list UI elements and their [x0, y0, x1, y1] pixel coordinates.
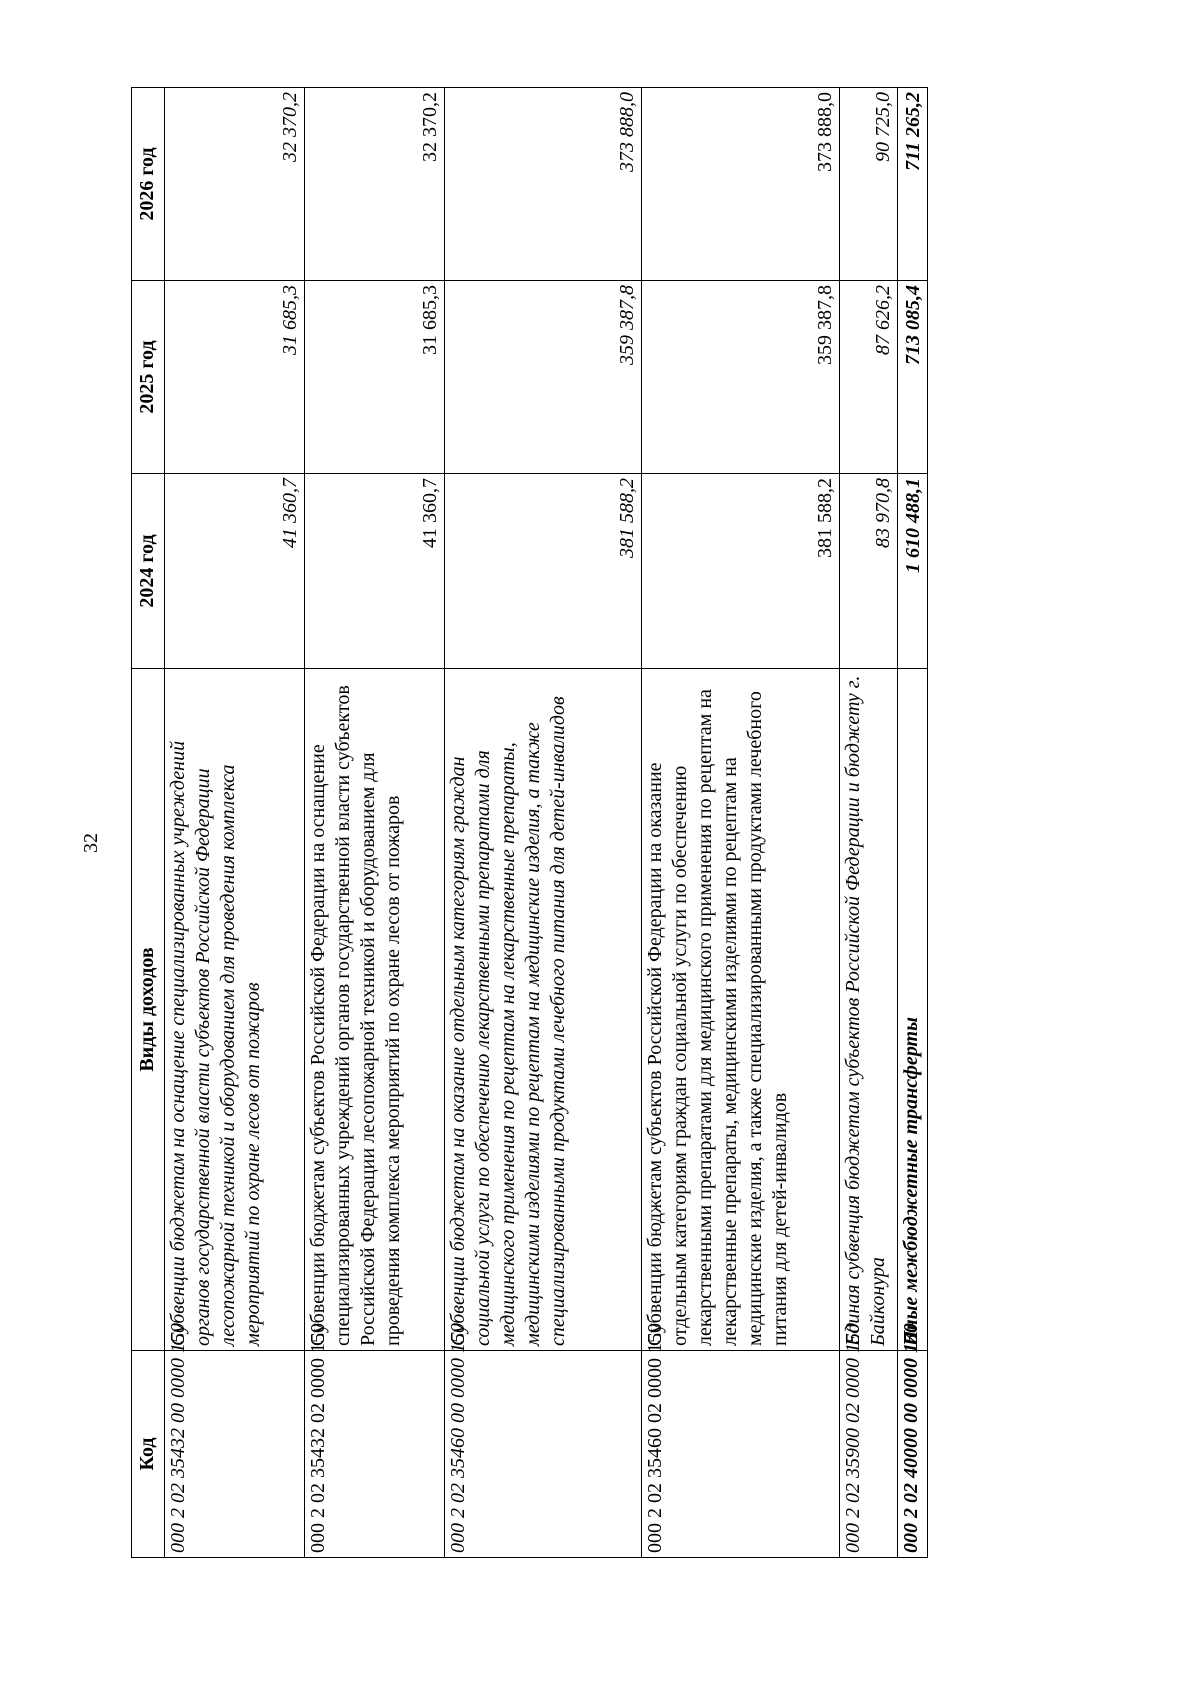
- row-code: 000 2 02 40000 00 0000 150: [897, 1351, 927, 1558]
- row-value-2025: 31 685,3: [164, 281, 304, 474]
- row-value-2026: 32 370,2: [304, 88, 444, 281]
- row-description: Субвенции бюджетам на оснащение специализированных учреждений органов государственной власти субъектов Российской Федерации лесопожарной техникой и оборудованием для проведения комплекса мероприятий по охране лесов от пожаров: [164, 669, 304, 1351]
- row-value-2026: 90 725,0: [840, 88, 898, 281]
- table-row: [444, 88, 642, 1558]
- table-row: [304, 88, 444, 1558]
- row-description: Субвенции бюджетам субъектов Российской Федерации на оказание отдельным категориям граждан социальной услуги по обеспечению лекарственными препаратами для медицинского применения по рецептам на лекарственные препараты, медицинскими изделиями по рецептам на медицинские изделия, а также специализированными продуктами лечебного питания для детей-инвалидов: [642, 669, 840, 1351]
- table-row: [840, 88, 898, 1558]
- income-table: [131, 87, 928, 1558]
- row-code: 000 2 02 35460 00 0000 150: [444, 1351, 642, 1558]
- table-row: [897, 88, 927, 1558]
- row-description: Иные межбюджетные трансферты: [897, 669, 927, 1351]
- row-code: 000 2 02 35900 02 0000 150: [840, 1351, 898, 1558]
- header-code: Код: [132, 1351, 165, 1558]
- row-code: 000 2 02 35432 02 0000 150: [304, 1351, 444, 1558]
- row-description: Единая субвенция бюджетам субъектов Российской Федерации и бюджету г. Байконура: [840, 669, 898, 1351]
- page-number: 32: [80, 833, 102, 853]
- table-header-row: [132, 88, 165, 1558]
- row-value-2024: 41 360,7: [164, 474, 304, 669]
- header-2024: 2024 год: [132, 474, 165, 669]
- row-code: 000 2 02 35460 02 0000 150: [642, 1351, 840, 1558]
- row-value-2024: 1 610 488,1: [897, 474, 927, 669]
- row-value-2025: 359 387,8: [444, 281, 642, 474]
- row-value-2026: 373 888,0: [444, 88, 642, 281]
- header-type: Виды доходов: [132, 669, 165, 1351]
- row-value-2025: 713 085,4: [897, 281, 927, 474]
- row-value-2025: 359 387,8: [642, 281, 840, 474]
- header-2025: 2025 год: [132, 281, 165, 474]
- rotated-table-container: [131, 88, 928, 1558]
- header-2026: 2026 год: [132, 88, 165, 281]
- table-row: [164, 88, 304, 1558]
- table-row: [642, 88, 840, 1558]
- row-value-2024: 381 588,2: [642, 474, 840, 669]
- row-description: Субвенции бюджетам субъектов Российской Федерации на оснащение специализированных учреждений органов государственной власти субъектов Российской Федерации лесопожарной техникой и оборудованием для проведения комплекса мероприятий по охране лесов от пожаров: [304, 669, 444, 1351]
- row-value-2026: 32 370,2: [164, 88, 304, 281]
- row-value-2026: 373 888,0: [642, 88, 840, 281]
- row-code: 000 2 02 35432 00 0000 150: [164, 1351, 304, 1558]
- row-value-2024: 83 970,8: [840, 474, 898, 669]
- row-value-2024: 41 360,7: [304, 474, 444, 669]
- row-description: Субвенции бюджетам на оказание отдельным категориям граждан социальной услуги по обеспечению лекарственными препаратами для медицинского применения по рецептам на лекарственные препараты, медицинскими изделиями по рецептам на медицинские изделия, а также специализированными продуктами лечебного питания для детей-инвалидов: [444, 669, 642, 1351]
- row-value-2025: 87 626,2: [840, 281, 898, 474]
- row-value-2026: 711 265,2: [897, 88, 927, 281]
- row-value-2025: 31 685,3: [304, 281, 444, 474]
- row-value-2024: 381 588,2: [444, 474, 642, 669]
